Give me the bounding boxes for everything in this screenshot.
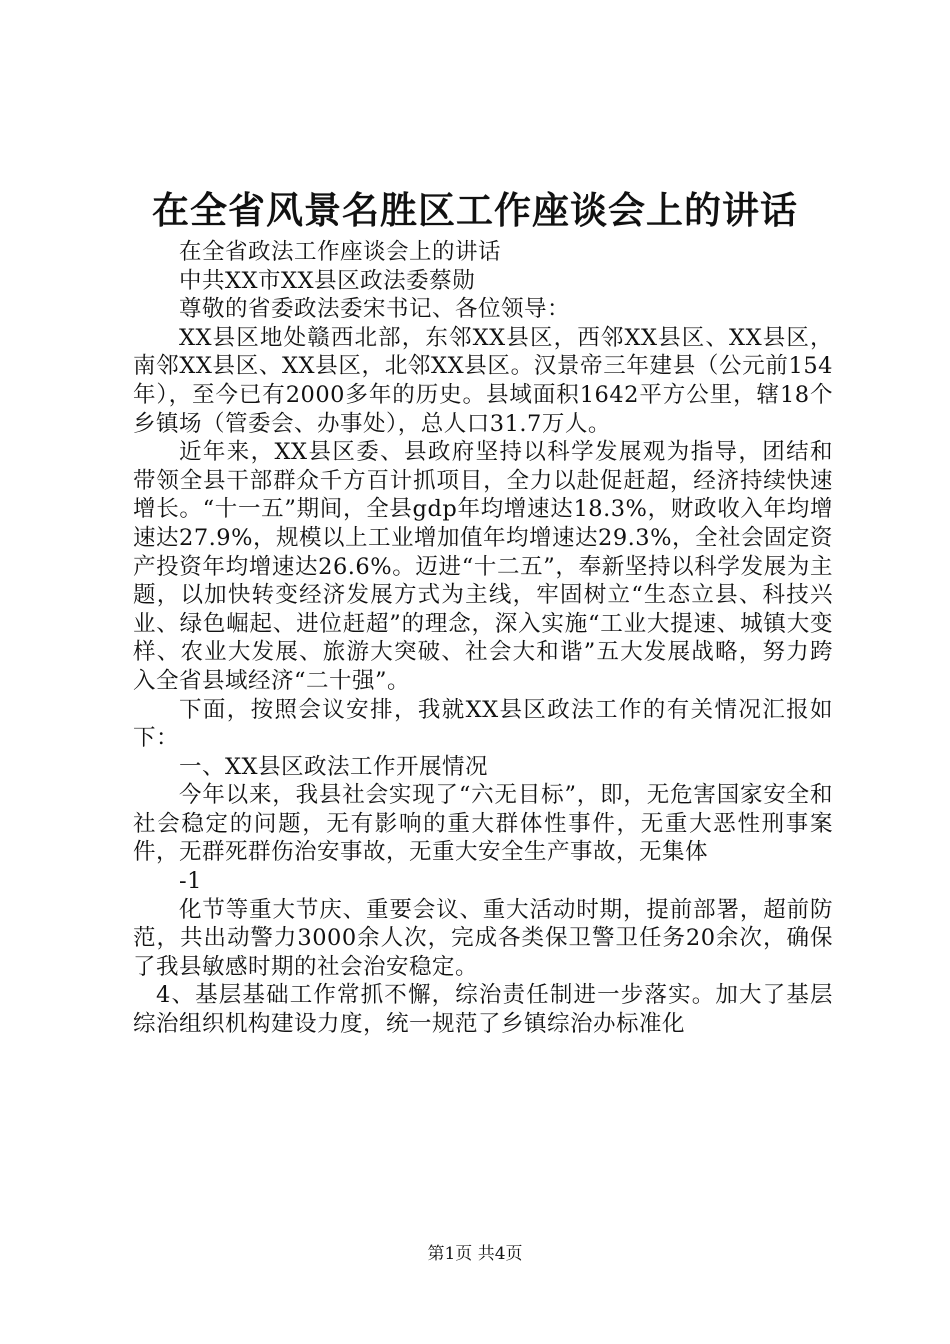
document-title: 在全省风景名胜区工作座谈会上的讲话 — [152, 188, 798, 232]
paragraph-author: 中共XX市XX县区政法委蔡勋 — [179, 267, 476, 294]
paragraph-speech-title: 在全省政法工作座谈会上的讲话 — [179, 239, 502, 265]
paragraph-security-work: 化节等重大节庆、重要会议、重大活动时期，提前部署，超前防范，共出动警力3000余人次，完成各类保卫警卫任务20余次，确保了我县敏感时期的社会治安稳定。 — [133, 896, 833, 980]
page-break-marker: -1 — [179, 868, 202, 895]
document-body — [133, 238, 833, 1039]
section-heading: 一、XX县区政法工作开展情况 — [179, 753, 489, 780]
paragraph-grassroots: 4、基层基础工作常抓不懈，综治责任制进一步落实。加大了基层综治组织机构建设力度，统一规范了乡镇综治办标准化 — [133, 982, 833, 1038]
paragraph-development: 近年来，XX县区委、县政府坚持以科学发展观为指导，团结和带领全县干部群众千方百计抓项目，全力以赴促赶超，经济持续快速增长。“十一五”期间，全县gdp年均增速达18.3%，财政收入年均增速达27.9%，规模以上工业增加值年均增速达29.3%，全社会固定资产投资年均增速达26.6%。迈进“十二五”，奉新坚持以科学发展为主题，以加快转变经济发展方式为主线，牢固树立“生态立县、科技兴业、绿色崛起、进位赶超”的理念，深入实施“工业大提速、城镇大变样、农业大发展、旅游大突破、社会大和谐”五大发展战略，努力跨入全省县域经济“二十强”。 — [133, 439, 833, 694]
paragraph-county-overview: XX县区地处赣西北部，东邻XX县区，西邻XX县区、XX县区，南邻XX县区、XX县区，北邻XX县区。汉景帝三年建县（公元前154年），至今已有2000多年的历史。县域面积1642平方公里，辖18个乡镇场（管委会、办事处），总人口31.7万人。 — [133, 324, 833, 437]
paragraph-report-intro: 下面，按照会议安排，我就XX县区政法工作的有关情况汇报如下： — [133, 696, 833, 752]
paragraph-salutation: 尊敬的省委政法委宋书记、各位领导： — [179, 296, 571, 323]
page-number: 第1页 共4页 — [427, 1244, 523, 1264]
paragraph-six-goals: 今年以来，我县社会实现了“六无目标”，即，无危害国家安全和社会稳定的问题，无有影响的重大群体性事件，无重大恶性刑事案件，无群死群伤治安事故，无重大安全生产事故，无集体 — [133, 782, 833, 866]
